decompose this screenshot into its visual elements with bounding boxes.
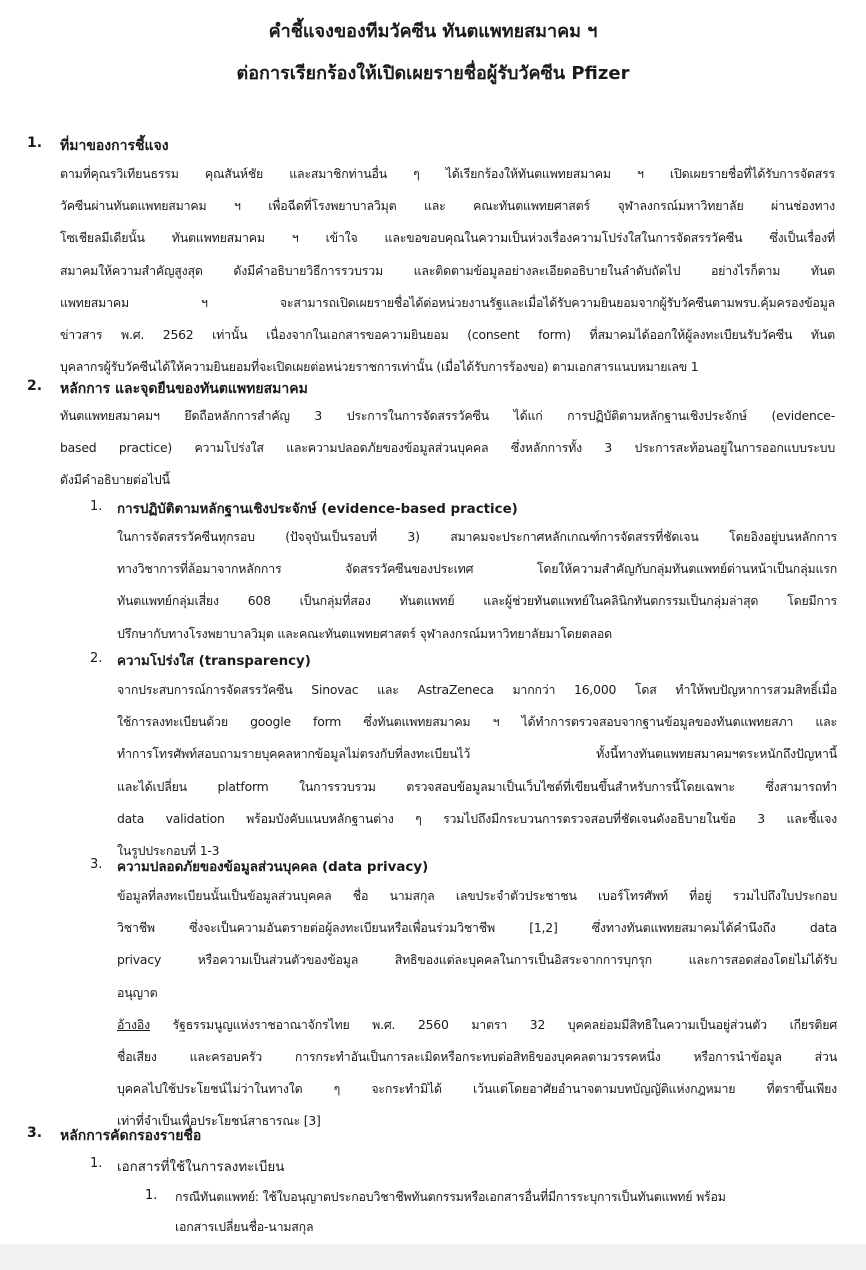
section-1-line: ข่าวสาร พ.ศ. 2562 เท่านั้น เนื่องจากในเอกสารขอความยินยอม (consent form) ที่สมาคมได้ออกให้ผู้ลงทะเบียนรับวัคซีน ทันต — [60, 326, 835, 342]
subsection-2-2-body — [117, 674, 837, 867]
reference-text: รัฐธรรมนูญแห่งราชอาณาจักรไทย พ.ศ. 2560 มาตรา 32 บุคคลย่อมมีสิทธิในความเป็นอยู่ส่วนตัว เกียรติยศ — [149, 1016, 837, 1032]
reference-line: ชื่อเสียง และครอบครัว การกระทำอันเป็นการละเมิดหรือกระทบต่อสิทธิของบุคคลตามวรรคหนึ่ง หรือการนำข้อมูล ส่วน — [117, 1048, 837, 1064]
subsection-3-1-heading: เอกสารที่ใช้ในการลงทะเบียน — [117, 1160, 285, 1175]
section-2-body — [60, 400, 835, 497]
subsection-2-1-heading: การปฏิบัติตามหลักฐานเชิงประจักษ์ (evidence-based practice) — [117, 502, 518, 517]
subsection-2-1-line: ทางวิชาการที่ล้อมาจากหลักการ จัดสรรวัคซีนของประเทศ โดยให้ความสำคัญกับกลุ่มทันตแพทย์ด่านหน้าเป็นกลุ่มแรก — [117, 561, 837, 577]
subsection-2-3-body — [117, 880, 837, 1138]
section-1-body — [60, 158, 835, 383]
subsection-2-2-heading: ความโปร่งใส (transparency) — [117, 654, 311, 669]
list-item-line: เอกสารเปลี่ยนชื่อ-นามสกุล — [175, 1219, 314, 1234]
section-1-line: วัคซีนผ่านทันตแพทยสมาคม ฯ เพื่อฉีดที่โรงพยาบาลวิมุต และ คณะทันตแพทยศาสตร์ จุฬาลงกรณ์มหาวิทยาลัย ผ่านช่องทาง — [60, 198, 835, 214]
section-1-number: 1. — [27, 135, 43, 151]
reference-line: เท่าที่จำเป็นเพื่อประโยชน์สาธารณะ [3] — [117, 1113, 321, 1129]
section-3-heading: หลักการคัดกรองรายชื่อ — [60, 1128, 202, 1144]
section-2-line: ทันตแพทยสมาคมฯ ยึดถือหลักการสำคัญ 3 ประการในการจัดสรรวัคซีน ได้แก่ การปฏิบัติตามหลักฐานเชิงประจักษ์ (evidence- — [60, 408, 835, 423]
subsection-2-2-line: ใช้การลงทะเบียนด้วย google form ซึ่งทันตแพทยสมาคม ฯ ได้ทำการตรวจสอบจากฐานข้อมูลของทันตแพทยสภา และ — [117, 714, 837, 730]
section-1-line: โซเชียลมีเดียนั้น ทันตแพทยสมาคม ฯ เข้าใจ และขอขอบคุณในความเป็นห่วงเรื่องความโปร่งใสในการจัดสรรวัคซีน ซึ่งเป็นเรื่องที่ — [60, 230, 835, 246]
list-item-body — [175, 1182, 835, 1242]
list-item-line: กรณีทันตแพทย์: ใช้ใบอนุญาตประกอบวิชาชีพทันตกรรมหรือเอกสารอื่นที่มีการระบุการเป็นทันตแพทย์ พร้อม — [175, 1189, 726, 1204]
subsection-2-2-line: และได้เปลี่ยน platform ในการรวบรวม ตรวจสอบข้อมูลมาเป็นเว็บไซต์ที่เขียนขึ้นสำหรับการนี้โดยเฉพาะ ซึ่งสามารถทำ — [117, 778, 837, 794]
reference-line — [117, 1009, 837, 1041]
subsection-2-1-line: ทันตแพทย์กลุ่มเสี่ยง 608 เป็นกลุ่มที่สอง ทันตแพทย์ และผู้ช่วยทันตแพทย์ในคลินิกทันตกรรมเป็นกลุ่มล่าสุด โดยมีการ — [117, 593, 837, 609]
page-bottom-margin — [0, 1244, 866, 1270]
section-1-line: แพทยสมาคม ฯ จะสามารถเปิดเผยรายชื่อได้ต่อหน่วยงานรัฐและเมื่อได้รับความยินยอมจากผู้รับวัคซีนตามพรบ.คุ้มครองข้อมูล — [60, 294, 835, 310]
section-2-number: 2. — [27, 378, 43, 394]
subsection-2-1-line: ในการจัดสรรวัคซีนทุกรอบ (ปัจจุบันเป็นรอบที่ 3) สมาคมจะประกาศหลักเกณฑ์การจัดสรรที่ชัดเจน โดยอิงอยู่บนหลักการ — [117, 529, 837, 544]
subsection-2-1-number: 1. — [90, 499, 103, 514]
subsection-2-2-line: จากประสบการณ์การจัดสรรวัคซีน Sinovac และ AstraZeneca มากกว่า 16,000 โดส ทำให้พบปัญหาการสวมสิทธิ์เมื่อ — [117, 682, 837, 697]
section-1-line: บุคลากรผู้รับวัคซีนได้ให้ความยินยอมที่จะเปิดเผยต่อหน่วยราชการเท่านั้น (เมื่อได้รับการร้องขอ) ตามเอกสารแนบหมายเลข 1 — [60, 359, 699, 375]
section-2-heading: หลักการ และจุดยืนของทันตแพทยสมาคม — [60, 381, 308, 397]
section-2-line: based practice) ความโปร่งใส และความปลอดภัยของข้อมูลส่วนบุคคล ซึ่งหลักการทั้ง 3 ประการสะท้อนอยู่ในการออกแบบระบบ — [60, 440, 835, 456]
subsection-2-3-line: privacy หรือความเป็นส่วนตัวของข้อมูล สิทธิของแต่ละบุคคลในการเป็นอิสระจากการบุกรุก และการสอดส่องโดยไม่ได้รับ — [117, 952, 837, 968]
subsection-2-3-line: ข้อมูลที่ลงทะเบียนนั้นเป็นข้อมูลส่วนบุคคล ชื่อ นามสกุล เลขประจำตัวประชาชน เบอร์โทรศัพท์ ที่อยู่ รวมไปถึงใบประกอบ — [117, 888, 837, 903]
subsection-2-2-number: 2. — [90, 651, 103, 666]
section-1-line: สมาคมให้ความสำคัญสูงสุด ดังมีคำอธิบายวิธีการรวบรวม และติดตามข้อมูลอย่างละเอียดอธิบายในลำดับถัดไป อย่างไรก็ตาม ทันต — [60, 262, 835, 278]
subsection-2-2-line: data validation พร้อมบังคับแนบหลักฐานต่าง ๆ รวมไปถึงมีกระบวนการตรวจสอบที่ชัดเจนดังอธิบายในข้อ 3 และชี้แจง — [117, 810, 837, 826]
section-1-heading: ที่มาของการชี้แจง — [60, 138, 169, 154]
reference-label: อ้างอิง — [117, 1016, 150, 1032]
subsection-2-3-heading: ความปลอดภัยของข้อมูลส่วนบุคคล (data privacy) — [117, 860, 429, 875]
list-item-number: 1. — [145, 1188, 158, 1203]
section-1-line: ตามที่คุณรวิเทียนธรรม คุณสันห์ชัย และสมาชิกท่านอื่น ๆ ได้เรียกร้องให้ทันตแพทยสมาคม ฯ เปิดเผยรายชื่อที่ได้รับการจัดสรร — [60, 166, 835, 181]
reference-line: บุคคลไปใช้ประโยชน์ไม่ว่าในทางใด ๆ จะกระทำมิได้ เว้นแต่โดยอาศัยอำนาจตามบทบัญญัติแห่งกฎหมาย ที่ตราขึ้นเพียง — [117, 1081, 837, 1097]
subsection-3-1-number: 1. — [90, 1156, 103, 1171]
subsection-2-1-body — [117, 521, 837, 650]
document-title-line-1: คำชี้แจงของทีมวัคซีน ทันตแพทยสมาคม ฯ — [268, 21, 598, 42]
subsection-2-3-line: วิชาชีพ ซึ่งจะเป็นความอันตรายต่อผู้ลงทะเบียนหรือเพื่อนร่วมวิชาชีพ [1,2] ซึ่งทางทันตแพทยสมาคมได้คำนึงถึง data — [117, 920, 837, 936]
section-2-line: ดังมีคำอธิบายต่อไปนี้ — [60, 472, 170, 488]
subsection-2-3-line: อนุญาต — [117, 984, 158, 1000]
subsection-2-2-line: ทำการโทรศัพท์สอบถามรายบุคคลหากข้อมูลไม่ตรงกับที่ลงทะเบียนไว้ ทั้งนี้ทางทันตแพทยสมาคมฯตระหนักถึงปัญหานี้ — [117, 746, 837, 762]
subsection-2-1-line: ปรึกษากับทางโรงพยาบาลวิมุต และคณะทันตแพทยศาสตร์ จุฬาลงกรณ์มหาวิทยาลัยมาโดยตลอด — [117, 625, 613, 641]
subsection-2-2-line: ในรูปประกอบที่ 1-3 — [117, 842, 220, 858]
section-3-number: 3. — [27, 1125, 43, 1141]
document-title-line-2: ต่อการเรียกร้องให้เปิดเผยรายชื่อผู้รับวัคซีน Pfizer — [236, 63, 630, 84]
subsection-2-3-number: 3. — [90, 857, 103, 872]
